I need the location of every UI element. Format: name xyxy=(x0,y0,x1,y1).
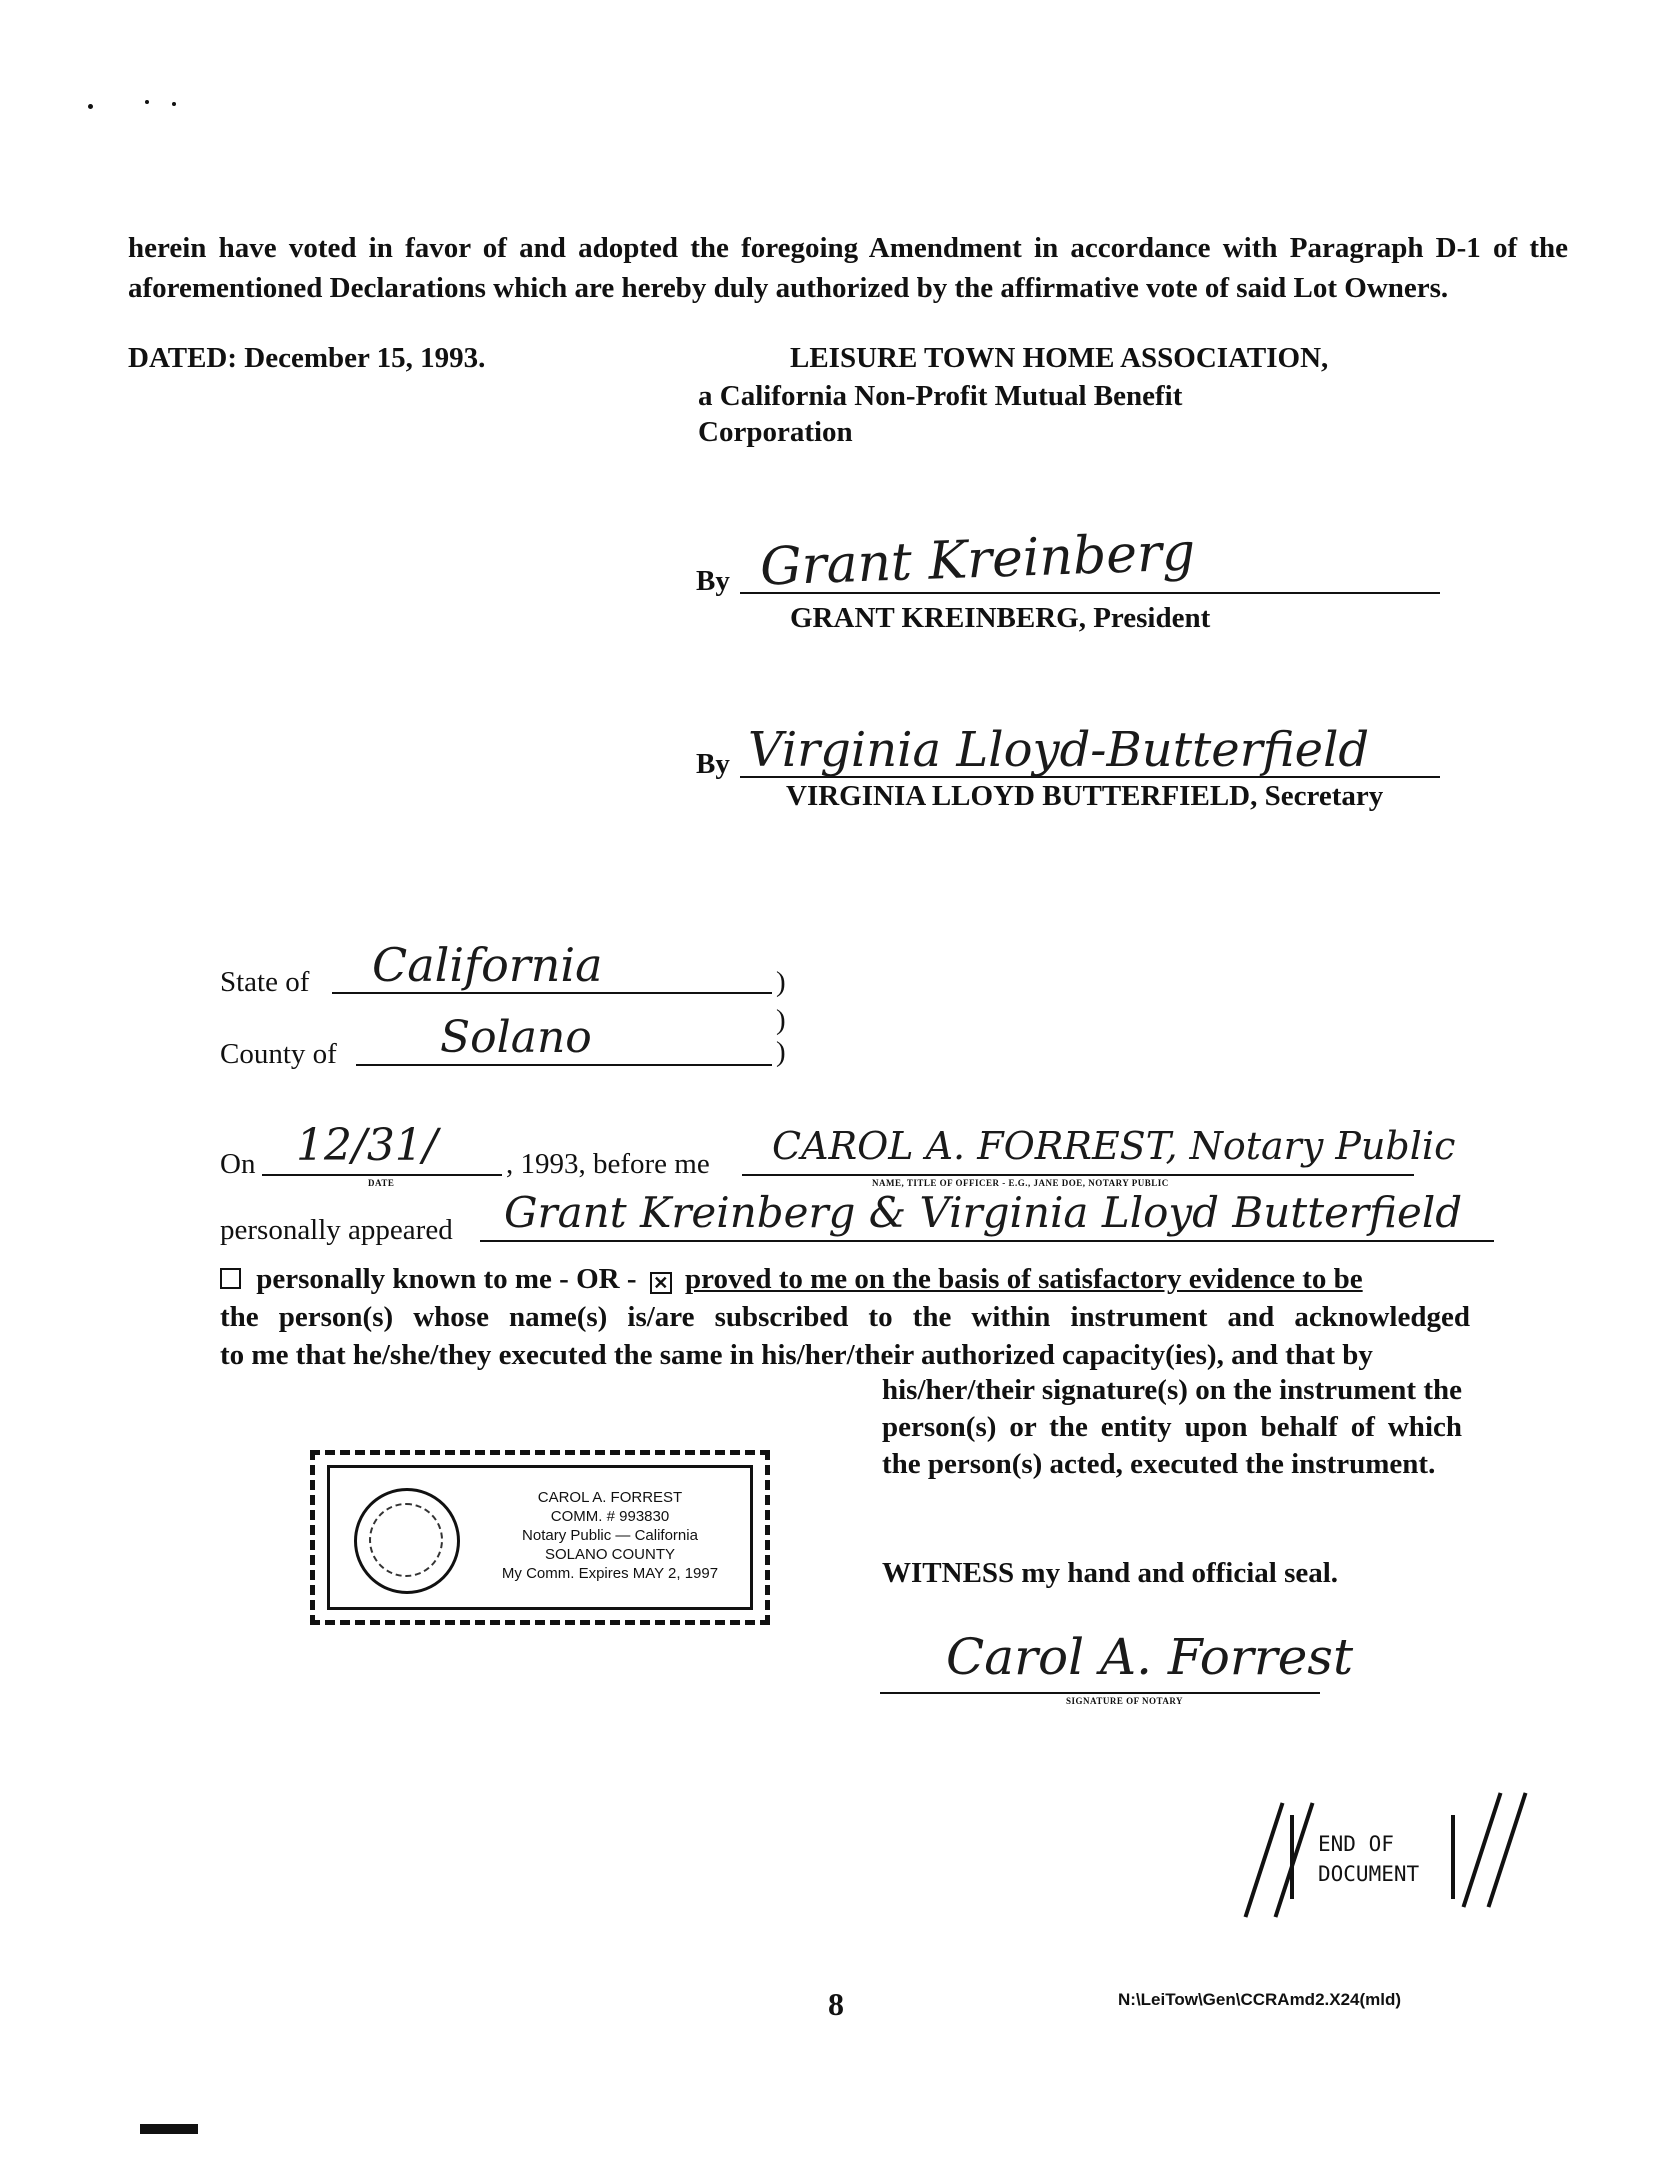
stamp-line: CAROL A. FORREST xyxy=(537,1489,683,1506)
printed-name-president: GRANT KREINBERG, President xyxy=(790,602,1211,634)
state-label: State of xyxy=(220,966,310,998)
stamp-frame xyxy=(327,1465,753,1610)
date-underline xyxy=(262,1174,502,1176)
scan-speck xyxy=(88,104,93,109)
notary-signature-line xyxy=(880,1692,1320,1694)
known-checkbox xyxy=(220,1268,241,1289)
appeared-underline xyxy=(480,1240,1494,1242)
stamp-line: SOLANO COUNTY xyxy=(544,1546,676,1563)
dated-line: DATED: December 15, 1993. xyxy=(128,342,486,374)
stamp-line: Notary Public — California xyxy=(522,1527,698,1544)
officer-underline xyxy=(742,1174,1414,1176)
acknowledgement-line-2: the person(s) whose name(s) is/are subscribed to the within instrument and acknowledged xyxy=(220,1301,1470,1333)
officer-value: CAROL A. FORREST, Notary Public xyxy=(772,1124,1456,1168)
scan-mark xyxy=(140,2124,198,2134)
proved-checkbox-marked: ✕ xyxy=(650,1272,672,1294)
state-underline xyxy=(332,992,772,994)
proved-text: proved to me on the basis of satisfactory evidence to be xyxy=(684,1263,1363,1295)
acknowledgement-right-column: his/her/their signature(s) on the instrument the person(s) or the entity upon behalf of which the person(s) acted, executed the instrument. xyxy=(882,1374,1462,1480)
known-text: personally known to me - OR - xyxy=(256,1263,637,1295)
acknowledgement-line-3: to me that he/she/they executed the same in his/her/their authorized capacity(ies), and that by xyxy=(220,1339,1373,1371)
stamp-line: COMM. # 993830 xyxy=(550,1508,670,1525)
county-value: Solano xyxy=(440,1012,592,1063)
appeared-value: Grant Kreinberg & Virginia Lloyd Butterfield xyxy=(504,1188,1463,1237)
end-of-document-stamp: END OF DOCUMENT xyxy=(1290,1815,1455,1899)
association-description: a California Non-Profit Mutual Benefit Corporation xyxy=(698,380,1183,448)
officer-caption: NAME, TITLE OF OFFICER - E.G., JANE DOE, NOTARY PUBLIC xyxy=(872,1178,1169,1188)
on-label: On xyxy=(220,1148,256,1180)
county-label: County of xyxy=(220,1038,337,1070)
association-name: LEISURE TOWN HOME ASSOCIATION, xyxy=(790,342,1329,374)
date-caption: DATE xyxy=(368,1178,395,1188)
county-underline xyxy=(356,1064,772,1066)
by-label-secretary: By xyxy=(696,748,730,780)
county-bracket: ) ) xyxy=(776,1004,786,1068)
stamp-text xyxy=(460,1488,760,1583)
by-label-president: By xyxy=(696,565,730,597)
printed-name-secretary: VIRGINIA LLOYD BUTTERFIELD, Secretary xyxy=(786,780,1384,812)
notary-signature-caption: SIGNATURE OF NOTARY xyxy=(1066,1696,1184,1706)
state-bracket: ) xyxy=(776,966,786,998)
stamp-line: My Comm. Expires MAY 2, 1997 xyxy=(501,1565,719,1582)
end-stamp-slash xyxy=(1462,1792,1503,1907)
state-value: California xyxy=(372,938,603,992)
page-number: 8 xyxy=(828,1986,844,2022)
signature-president: Grant Kreinberg xyxy=(759,522,1197,598)
known-line xyxy=(220,1260,1480,1298)
scan-speck xyxy=(145,100,149,104)
amendment-paragraph: herein have voted in favor of and adopted the foregoing Amendment in accordance with Paragraph D-1 of the aforementioned Declarations which are hereby duly authorized by the affirmative vote of said Lot Owners. xyxy=(128,232,1568,304)
year-text: , 1993, before me xyxy=(506,1148,710,1180)
notary-stamp xyxy=(310,1450,770,1625)
notary-signature: Carol A. Forrest xyxy=(946,1628,1354,1686)
signature-secretary: Virginia Lloyd-Butterfield xyxy=(748,722,1370,778)
appeared-label: personally appeared xyxy=(220,1214,453,1246)
state-seal-icon xyxy=(354,1488,460,1594)
scan-speck xyxy=(172,102,176,106)
date-value: 12/31/ xyxy=(296,1120,438,1171)
file-path: N:\LeiTow\Gen\CCRAmd2.X24(mld) xyxy=(1118,1990,1402,2009)
witness-line: WITNESS my hand and official seal. xyxy=(882,1557,1339,1589)
